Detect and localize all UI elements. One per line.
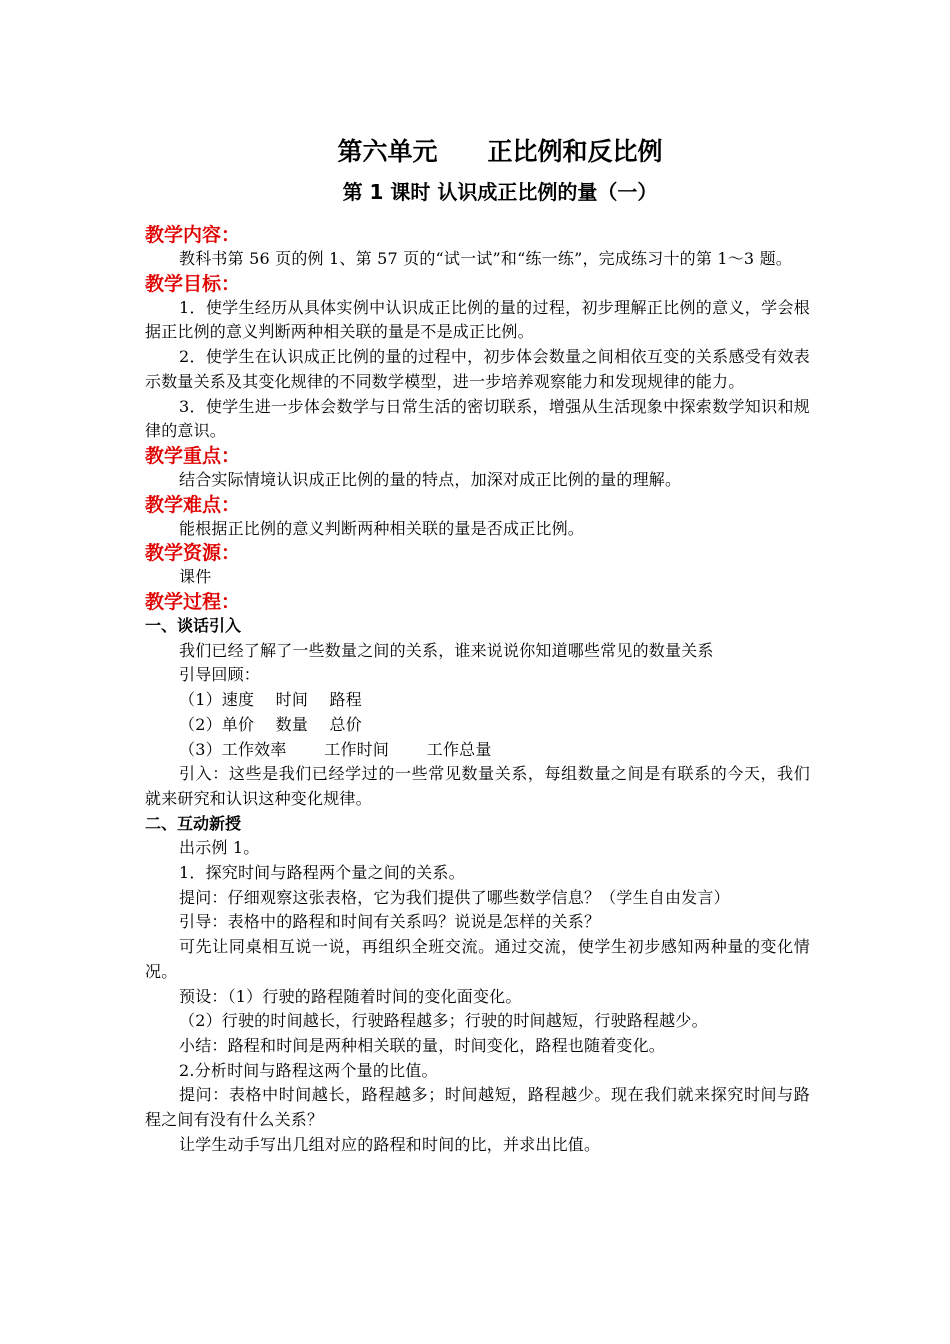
process-part1-line: （2）单价 数量 总价 [179, 714, 362, 734]
lesson-title: 第 1 课时 认识成正比例的量（一） [342, 180, 658, 204]
process-part2-line: （2）行驶的时间越长，行驶路程越多；行驶的时间越短，行驶路程越少。 [179, 1011, 708, 1031]
process-part1-line: （1）速度 时间 路程 [179, 690, 362, 710]
section-heading-process: 教学过程： [145, 591, 241, 614]
process-part2-line: 出示例 1。 [179, 838, 260, 858]
process-part2-heading: 二、互动新授 [145, 813, 242, 833]
process-part1-line: （3）工作效率 工作时间 工作总量 [179, 739, 492, 759]
process-part2-line: 可先让同桌相互说一说，再组织全班交流。通过交流，使学生初步感知两种量的变化情况。 [145, 937, 810, 981]
unit-title [0, 132, 950, 168]
process-part2-line: 提问：表格中时间越长，路程越多；时间越短，路程越少。现在我们就来探究时间与路程之间有没有什么关系？ [145, 1085, 810, 1130]
section-heading-resources: 教学资源： [145, 542, 241, 565]
resources-paragraph: 课件 [179, 567, 212, 587]
section-heading-key-point: 教学重点： [145, 444, 241, 467]
process-part2-line: 让学生动手写出几组对应的路程和时间的比，并求出比值。 [179, 1134, 601, 1154]
goal-paragraph-2: 2．使学生在认识成正比例的量的过程中，初步体会数量之间相依互变的关系感受有效表示数量关系及其变化规律的不同数学模型，进一步培养观察能力和发现规律的能力。 [145, 347, 810, 391]
process-part2-line: 2.分析时间与路程这两个量的比值。 [179, 1060, 438, 1080]
process-part2-line: 小结：路程和时间是两种相关联的量，时间变化，路程也随着变化。 [179, 1035, 666, 1055]
process-part1-line: 我们已经了解了一些数量之间的关系，谁来说说你知道哪些常见的数量关系 [179, 640, 714, 660]
section-heading-difficulty: 教学难点： [145, 493, 241, 516]
unit-topic: 正比例和反比例 [487, 137, 663, 166]
key-point-paragraph: 结合实际情境认识成正比例的量的特点，加深对成正比例的量的理解。 [179, 469, 682, 489]
process-part1-line: 引入：这些是我们已经学过的一些常见数量关系，每组数量之间是有联系的今天，我们就来研究和认识这种变化规律。 [145, 764, 810, 808]
process-part2-line: 1．探究时间与路程两个量之间的关系。 [179, 863, 465, 883]
goal-paragraph-1: 1．使学生经历从具体实例中认识成正比例的量的过程，初步理解正比例的意义，学会根据正比例的意义判断两种相关联的量是不是成正比例。 [145, 297, 810, 342]
process-part1-heading: 一、谈话引入 [145, 616, 242, 636]
process-part1-line: 引导回顾： [179, 665, 261, 685]
content-paragraph: 教科书第 56 页的例 1、第 57 页的“试一试”和“练一练”，完成练习十的第 1～3 题。 [179, 249, 792, 268]
section-heading-content: 教学内容： [145, 224, 241, 246]
section-heading-goals: 教学目标： [145, 272, 241, 295]
goal-paragraph-3: 3．使学生进一步体会数学与日常生活的密切联系，增强从生活现象中探索数学知识和规律的意识。 [145, 396, 810, 441]
difficulty-paragraph: 能根据正比例的意义判断两种相关联的量是否成正比例。 [179, 518, 585, 538]
process-part2-line: 提问：仔细观察这张表格，它为我们提供了哪些数学信息？（学生自由发言） [179, 887, 730, 907]
process-part2-line: 引导：表格中的路程和时间有关系吗？说说是怎样的关系？ [179, 912, 601, 932]
process-part2-line: 预设：（1）行驶的路程随着时间的变化面变化。 [179, 986, 522, 1006]
unit-name: 第六单元 [337, 137, 438, 166]
document-body [145, 223, 810, 1157]
